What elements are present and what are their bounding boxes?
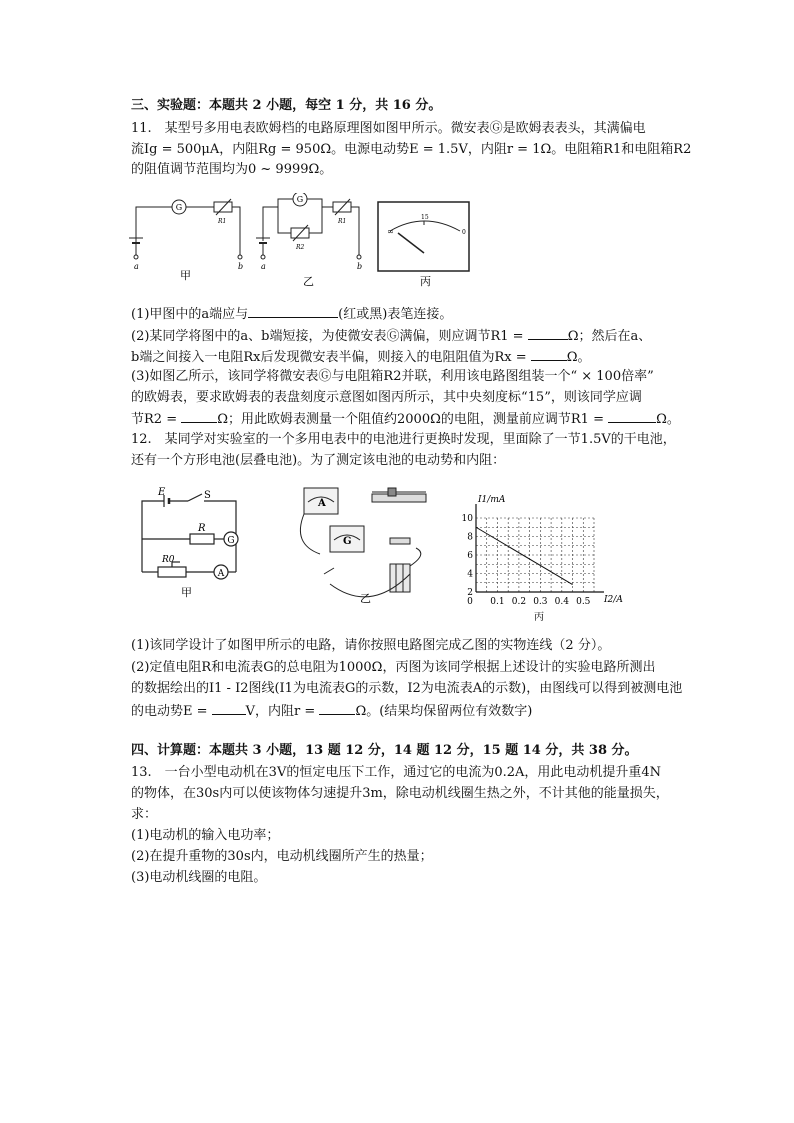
q13-sub2: (2)在提升重物的30s内，电动机线圈所产生的热量； [131, 849, 433, 864]
yi-a-meter-label: A [318, 498, 326, 509]
q11-figures [128, 193, 478, 293]
q12-line1: 12. 某同学对实验室的一个多用电表中的电池进行更换时发现，里面除了一节1.5V的干电池， [131, 432, 676, 447]
q12-sub2-line3: 的电动势E = V，内阻r = Ω。(结果均保留两位有效数字) [131, 701, 532, 721]
x-tick-label: 0.5 [576, 597, 591, 607]
q12-r-label: R [198, 523, 206, 534]
yi-r1-label: R1 [338, 218, 347, 225]
bing-caption: 丙 [420, 275, 431, 288]
x-tick-label: 0.2 [511, 597, 527, 607]
q12-sub1: (1)该同学设计了如图甲所示的电路，请你按照电路图完成乙图的实物连线（2 分）。 [131, 638, 611, 653]
q12-e-label: E [158, 487, 166, 498]
answer-blank[interactable] [181, 409, 217, 423]
chart-xlabel: I2/A [604, 595, 623, 605]
chart-ylabel: I1/mA [478, 495, 506, 505]
answer-blank[interactable] [248, 304, 338, 318]
x-tick-label: 0.3 [533, 597, 548, 607]
answer-blank[interactable] [319, 701, 355, 715]
q13-sub1: (1)电动机的输入电功率； [131, 828, 280, 843]
y-tick-label: 2 [467, 588, 473, 598]
yi-b-label: b [357, 262, 363, 271]
chart-grid [476, 518, 594, 592]
q12-circuit-jia [136, 484, 248, 604]
jia-g-label: G [175, 203, 183, 212]
q12-s-label: S [204, 490, 211, 501]
series-line [476, 527, 573, 584]
q11-sub2-line2: b端之间接入一电阻Rx后发现微安表半偏，则接入的电阻阻值为Rx = Ω。 [131, 347, 591, 367]
q11-sub1: (1)甲图中的a端应与 (红或黑)表笔连接。 [131, 304, 452, 324]
circuit-yi [256, 193, 361, 259]
jia-r1-label: R1 [218, 218, 227, 225]
q12-apparatus-yi [290, 484, 440, 606]
y-tick-label: 4 [467, 569, 473, 580]
y-tick-label: 6 [467, 551, 473, 561]
meter-bing [378, 202, 469, 271]
q11-line2: 流Ig = 500μA，内阻Rg = 950Ω。电源电动势E = 1.5V，内阻r = 1Ω。电阻箱R1和电阻箱R2 [131, 142, 692, 157]
x-tick-label: 0.4 [554, 597, 569, 607]
q11-sub3-line3: 节R2 = Ω；用此欧姆表测量一个阻值约2000Ω的电阻，测量前应调节R1 = Ω。 [131, 409, 680, 429]
y-tick-label: 8 [467, 532, 473, 543]
x-tick-label: 0 [467, 597, 473, 607]
q12-chart-bing [456, 492, 626, 624]
q11-sub2-line1: (2)某同学将图中的a、b端短接，为使微安表Ⓖ满偏，则应调节R1 = Ω；然后在a、 [131, 326, 651, 346]
yi-a-label: a [261, 262, 266, 271]
y-tick-label: 10 [461, 514, 473, 524]
bing-inf-label: ∞ [387, 227, 394, 236]
q13-line2: 的物体，在30s内可以使该物体匀速提升3m，除电动机线圈生热之外，不计其他的能量损失， [131, 786, 669, 801]
q12-sub2-line2: 的数据绘出的I1 - I2图线(I1为电流表G的示数，I2为电流表A的示数)，由图线可以得到被测电池 [131, 681, 683, 696]
jia-a-label: a [134, 262, 139, 271]
answer-blank[interactable] [528, 326, 568, 340]
q12-a-label: A [217, 569, 225, 579]
q12-g-label: G [227, 536, 235, 546]
q12-yi-caption: 乙 [360, 592, 371, 605]
answer-blank[interactable] [608, 409, 656, 423]
q12-bing-caption: 丙 [534, 612, 544, 623]
q12-sub2-line1: (2)定值电阻R和电流表G的总电阻为1000Ω，丙图为该同学根据上述设计的实验电路所测出 [131, 660, 656, 675]
circuit-jia [129, 199, 242, 259]
section4-header: 四、计算题：本题共 3 小题，13 题 12 分，14 题 12 分，15 题 14 分，共 38 分。 [131, 743, 638, 758]
bing-0-label: 0 [462, 229, 466, 236]
yi-caption: 乙 [303, 275, 314, 288]
q13-line3: 求： [131, 807, 158, 822]
answer-blank[interactable] [212, 701, 246, 715]
jia-caption: 甲 [180, 269, 191, 282]
chart-axes [476, 504, 604, 592]
q11-line1: 11. 某型号多用电表欧姆档的电路原理图如图甲所示。微安表Ⓖ是欧姆表表头，其满偏电 [131, 121, 646, 136]
answer-blank[interactable] [531, 347, 567, 361]
q11-line3: 的阻值调节范围均为0 ~ 9999Ω。 [131, 162, 333, 177]
chart-series [476, 527, 573, 584]
q12-r0-label: R0 [162, 555, 175, 565]
chart-ticks [462, 514, 591, 607]
yi-r2-label: R2 [296, 244, 305, 251]
yi-g-meter-label: G [343, 536, 352, 547]
q11-sub3-line1: (3)如图乙所示，该同学将微安表Ⓖ与电阻箱R2并联，利用该电路图组装一个“ × 100倍率” [131, 369, 654, 384]
yi-g-label: G [296, 195, 304, 204]
jia-b-label: b [238, 262, 244, 271]
q11-sub3-line2: 的欧姆表，要求欧姆表的表盘刻度示意图如图丙所示，其中央刻度标“15”，则该同学应调 [131, 390, 642, 405]
q12-jia-caption: 甲 [181, 586, 192, 599]
section3-header: 三、实验题：本题共 2 小题，每空 1 分，共 16 分。 [131, 98, 442, 113]
q12-line2: 还有一个方形电池(层叠电池)。为了测定该电池的电动势和内阻： [131, 453, 506, 468]
q13-sub3: (3)电动机线圈的电阻。 [131, 870, 267, 885]
q13-line1: 13. 一台小型电动机在3V的恒定电压下工作，通过它的电流为0.2A，用此电动机提升重4N [131, 765, 662, 780]
x-tick-label: 0.1 [490, 597, 505, 607]
bing-15-label: 15 [421, 214, 429, 221]
